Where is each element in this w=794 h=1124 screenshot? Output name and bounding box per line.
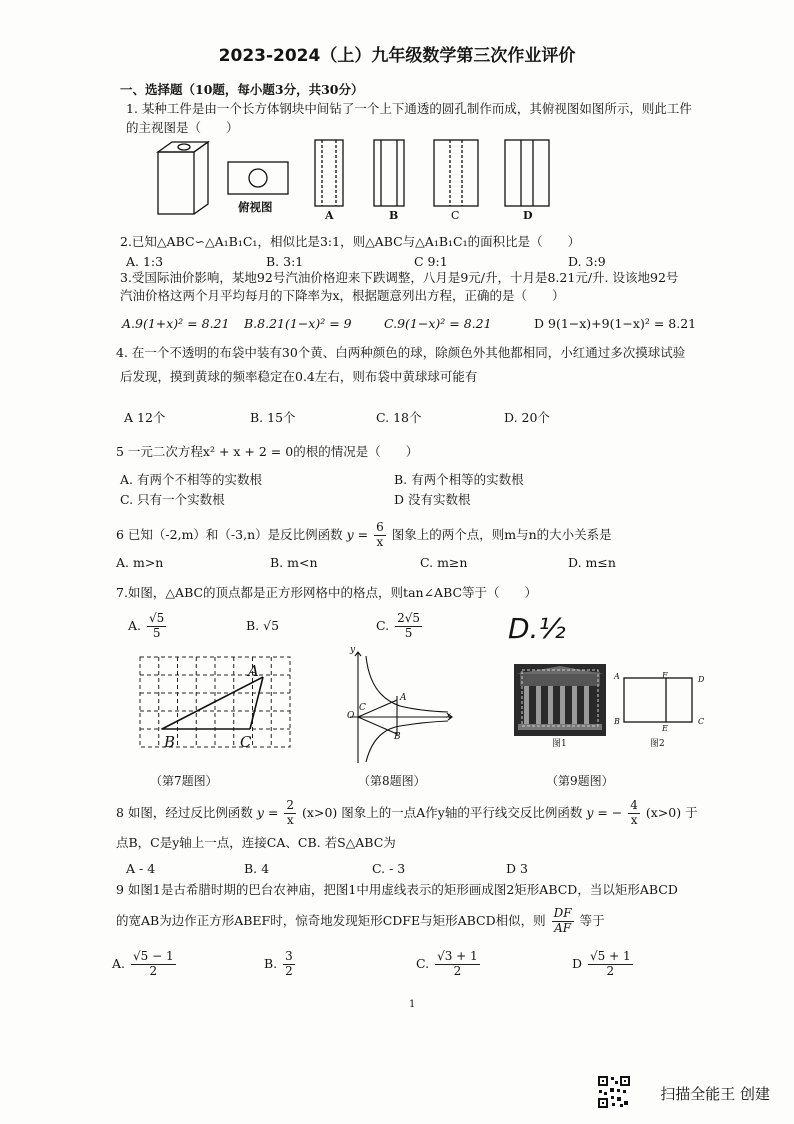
fig7-label-b: B [164,733,176,751]
q5-option-c: C. 只有一个实数根 [120,492,225,507]
fig9-rectangle-abcd [624,678,692,722]
q6-option-d: D. m≤n [568,555,616,570]
q7-option-c-fraction [395,612,422,641]
q9-option-c-denominator: 2 [453,963,462,978]
fig8-curve-lower [366,721,448,762]
q4-option-c: C. 18个 [376,410,422,425]
fig7-label-c: C [240,733,252,751]
q9-ratio-denominator: AF [554,921,572,935]
fig9-rectangle-diagram [622,676,696,726]
q9-option-b-denominator: 2 [285,963,293,978]
q9-option-c-label: C. [416,955,430,971]
q8-f1-denominator: x [286,813,294,827]
q6-stem-part2: 图象上的两个点，则m与n的大小关系是 [391,527,612,542]
q6-fraction-denominator: x [376,535,384,549]
q8-line2: 点B，C是y轴上一点，连接CA、CB. 若S△ABC为 [116,835,396,850]
q2-option-d: D. 3:9 [568,254,606,269]
qr-code-icon [597,1075,631,1109]
q9-option-d-numerator: √5 + 1 [590,949,631,963]
q9-option-d-fraction [588,950,633,979]
q8-f2-denominator: x [630,813,638,827]
fig8-caption: （第8题图） [358,774,426,788]
q1-label-d: D [523,209,533,222]
q9-option-c [416,950,482,979]
fig9-caption: （第9题图） [546,774,614,788]
q2-option-b: B. 3:1 [266,254,304,269]
q6-stem [116,518,612,552]
q9-line2-part1: 的宽AB为边作正方形ABEF时，惊奇地发现矩形CDFE与矩形ABCD相似，则 [116,913,546,928]
q9-option-d-label: D [572,955,583,971]
q9-ratio-fraction [552,907,574,936]
q5-stem: 5 一元二次方程x² + x + 2 = 0的根的情况是（ ） [116,444,419,459]
q4-option-b: B. 15个 [250,410,296,425]
fig9-label-a: A [614,672,620,681]
fig8-graph [340,645,460,768]
fig8-label-c: C [359,703,366,713]
q6-fraction-numerator: 6 [376,520,384,535]
fig9-label-b: B [614,717,620,726]
section-heading: 一、选择题（10题，每小题3分，共30分） [120,82,364,97]
q1-label-c: C [451,209,460,222]
footer-watermark: 扫描全能王 创建 [660,1085,770,1103]
q7-option-a-fraction [147,612,166,641]
page-number: 1 [409,999,416,1010]
q2-stem: 2.已知△ABC∽△A₁B₁C₁，相似比是3:1，则△ABC与△A₁B₁C₁的面积比是（ ） [120,234,581,249]
q5-option-a: A. 有两个不相等的实数根 [120,472,262,487]
q1-solid-figure [158,142,208,214]
q6-function-lhs: y = [346,527,369,542]
q1-top-view [228,162,288,194]
fig9-label-c: C [698,717,705,726]
q6-option-b: B. m<n [270,555,318,570]
q9-option-a-fraction [131,950,176,979]
q8-option-a: A - 4 [126,861,156,876]
q3-line2: 汽油价格这两个月平均每月的下降率为x，根据题意列出方程，正确的是（ ） [120,288,565,303]
q4-line2: 后发现，摸到黄球的频率稳定在0.4左右，则布袋中黄球球可能有 [120,369,478,384]
q1-figures [150,138,570,228]
q1-option-a-figure [315,140,343,206]
q3-option-a: A.9(1+x)² = 8.21 [122,316,230,331]
q6-stem-part1: 6 已知（-2,m）和（-3,n）是反比例函数 [116,527,343,542]
page-title: 2023-2024（上）九年级数学第三次作业评价 [218,46,576,66]
q9-line2-part2: 等于 [579,913,605,928]
q9-option-c-fraction [435,950,480,979]
q8-f2-numerator: 4 [630,798,638,813]
q9-option-d [572,950,635,979]
q4-option-a: A 12个 [124,410,166,425]
q8-stem-part2: (x>0) 图象上的一点A作y轴的平行线交反比例函数 [302,805,583,820]
q5-option-b: B. 有两个相等的实数根 [394,472,524,487]
q9-option-d-denominator: 2 [606,963,615,978]
fig7-grid [136,655,296,755]
q3-option-b: B.8.21(1−x)² = 9 [244,316,352,331]
q9-option-b-numerator: 3 [285,949,293,963]
fig9-label-f: F [662,671,668,680]
q2-option-a: A. 1:3 [126,254,164,269]
q4-option-d: D. 20个 [504,410,550,425]
q6-option-c: C. m≥n [420,555,468,570]
q8-option-d: D 3 [506,861,528,876]
q8-option-b: B. 4 [244,861,270,876]
q3-line1: 3.受国际油价影响，某地92号汽油价格迎来下跌调整，八月是9元/升，十月是8.21元/升. 设该地92号 [120,270,679,285]
q7-option-d-handwritten: D.½ [508,612,566,645]
fig9-label-photo: 图1 [552,739,567,749]
fig8-label-b: B [394,732,401,742]
q1-label-b: B [389,209,399,222]
q7-option-c-label: C. [376,617,390,633]
q7-option-a [128,612,168,641]
fig8-curve-upper [366,656,448,712]
q8-stem-part3: (x>0) 于 [645,805,698,820]
q8-line1 [116,796,698,830]
q3-option-d: D 9(1−x)+9(1−x)² = 8.21 [534,316,697,331]
q3-option-c: C.9(1−x)² = 8.21 [384,316,492,331]
q8-f2-lhs: y = − [586,805,623,820]
q1-label-a: A [325,209,334,222]
q7-option-c-denominator: 5 [404,625,413,640]
q1-option-d-figure [505,140,549,206]
q9-line1: 9 如图1是古希腊时期的巴台农神庙，把图1中用虚线表示的矩形画成图2矩形ABCD，当以矩形ABCD [116,882,678,897]
q7-option-b: B. √5 [246,618,280,633]
fig8-label-o: O [347,711,355,721]
q9-option-a-denominator: 2 [149,963,158,978]
q5-option-d: D 没有实数根 [394,492,471,507]
q1-option-b-figure [374,140,404,206]
top-view-label: 俯视图 [238,200,273,214]
q7-option-a-denominator: 5 [152,625,161,640]
q1-line2: 的主视图是（ ） [126,120,239,135]
fig9-label-d: D [698,675,705,684]
q6-option-a: A. m>n [116,555,164,570]
q9-line2 [116,904,605,938]
q7-option-a-label: A. [128,617,142,633]
q2-option-c: C 9:1 [414,254,448,269]
q9-option-b-label: B. [264,955,278,971]
q6-fraction [374,521,386,550]
fig9-temple-photo [514,664,606,736]
fig7-caption: （第7题图） [150,774,218,788]
q9-option-b [264,950,297,979]
fig8-label-a: A [400,693,407,703]
q7-option-a-numerator: √5 [149,611,165,625]
q9-option-c-numerator: √3 + 1 [437,949,478,963]
q1-option-c-figure [434,140,478,206]
q9-option-b-fraction [283,950,295,979]
q4-line1: 4. 在一个不透明的布袋中装有30个黄、白两种颜色的球，除颜色外其他都相同，小红通过多次摸球试验 [116,345,686,360]
q8-f1-fraction [284,799,296,828]
q9-option-a [112,950,178,979]
q8-f2-fraction [628,799,640,828]
q8-f1-lhs: y = [256,805,279,820]
q8-option-c: C. - 3 [372,861,406,876]
fig7-label-a: A [248,662,259,680]
q9-option-a-numerator: √5 − 1 [133,949,174,963]
fig8-label-x: x [446,711,452,721]
fig8-segment-cb [358,717,397,734]
fig9-label-diagram: 图2 [650,739,665,749]
q9-option-a-label: A. [112,955,126,971]
q8-f1-numerator: 2 [286,798,295,813]
q1-line1: 1. 某种工件是由一个长方体钢块中间钻了一个上下通透的圆孔制作而成，其俯视图如图所示，则此工件 [126,101,692,116]
q7-stem: 7.如图，△ABC的顶点都是正方形网格中的格点，则tan∠ABC等于（ ） [116,585,538,600]
fig9-label-e: E [662,724,668,733]
q7-option-c-numerator: 2√5 [397,611,420,625]
fig8-label-y: y [350,645,356,655]
q7-option-c [376,612,424,641]
q8-stem-part1: 8 如图，经过反比例函数 [116,805,253,820]
q9-ratio-numerator: DF [553,906,572,921]
